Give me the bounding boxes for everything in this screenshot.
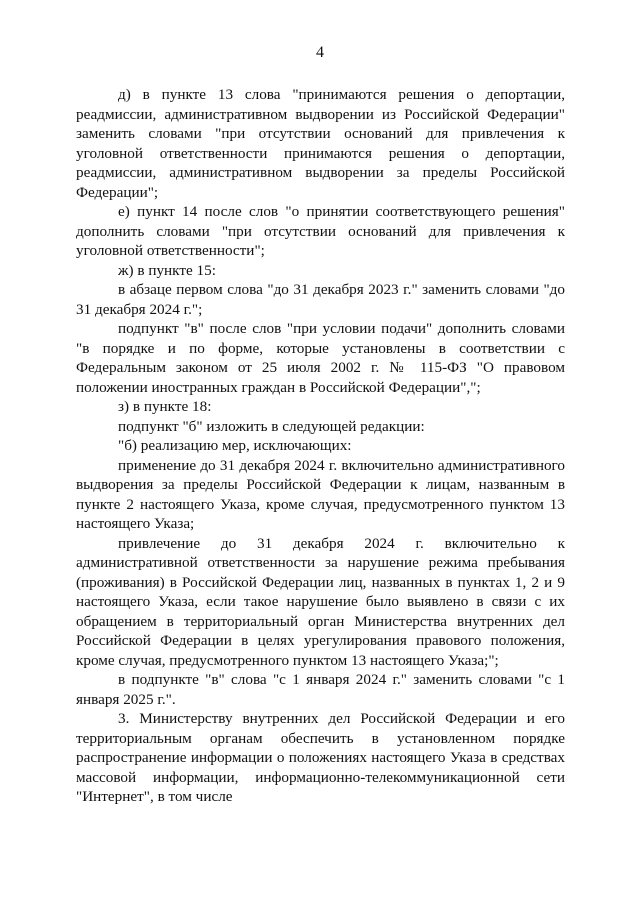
page-number: 4 — [316, 44, 324, 61]
paragraph-subpoint-v: подпункт "в" после слов "при условии подачи" дополнить словами "в порядке и по форме, которые установлены в соответствии с Федеральным законом от 25 июля 2002 г. № 115-ФЗ "О правовом положении иностранных граждан в Российской Федерации","; — [76, 320, 565, 396]
paragraph-point-3: 3. Министерству внутренних дел Российской Федерации и его территориальным органам обеспечить в установленном порядке распространение информации о положениях настоящего Указа в средствах массовой информации, информационно-телекоммуникационной сети "Интернет", в том числе — [76, 710, 565, 805]
paragraph-measures: "б) реализацию мер, исключающих: — [118, 437, 352, 454]
paragraph-item-e: е) пункт 14 после слов "о принятии соответствующего решения" дополнить словами "при отсутствии оснований для привлечения к уголовной ответственности"; — [76, 203, 565, 259]
paragraph-first-abzac: в абзаце первом слова "до 31 декабря 2023 г." заменить словами "до 31 декабря 2024 г."; — [76, 281, 565, 318]
paragraph-liability: привлечение до 31 декабря 2024 г. включительно к административной ответственности за нарушение режима пребывания (проживания) в Российской Федерации лиц, названных в пунктах 1, 2 и 9 настоящего Указа, если такое нарушение было выявлено в связи с их обращением в территориальный орган Министерства внутренних дел Российской Федерации в целях урегулирования правового положения, кроме случая, предусмотренного пунктом 13 настоящего Указа;"; — [76, 534, 565, 669]
paragraph-item-zh: ж) в пункте 15: — [118, 261, 216, 279]
paragraph-application: применение до 31 декабря 2024 г. включительно административного выдворения за пределы Российской Федерации к лицам, названным в пункте 2 настоящего Указа, кроме случая, предусмотренного пунктом 13 настоящего Указа; — [76, 456, 565, 532]
paragraph-item-d: д) в пункте 13 слова "принимаются решения о депортации, реадмиссии, административном выдворении из Российской Федерации" заменить словами "при отсутствии оснований для привлечения к уголовной ответственности принимаются решения о депортации, реадмиссии, административном выдворении за пределы Российской Федерации"; — [76, 86, 565, 201]
paragraph-subpoint-b: подпункт "б" изложить в следующей редакции: — [118, 417, 425, 435]
paragraph-item-z: з) в пункте 18: — [118, 398, 212, 415]
document-body — [76, 85, 565, 807]
paragraph-subpoint-v-dates: в подпункте "в" слова "с 1 января 2024 г." заменить словами "с 1 января 2025 г.". — [76, 671, 565, 708]
